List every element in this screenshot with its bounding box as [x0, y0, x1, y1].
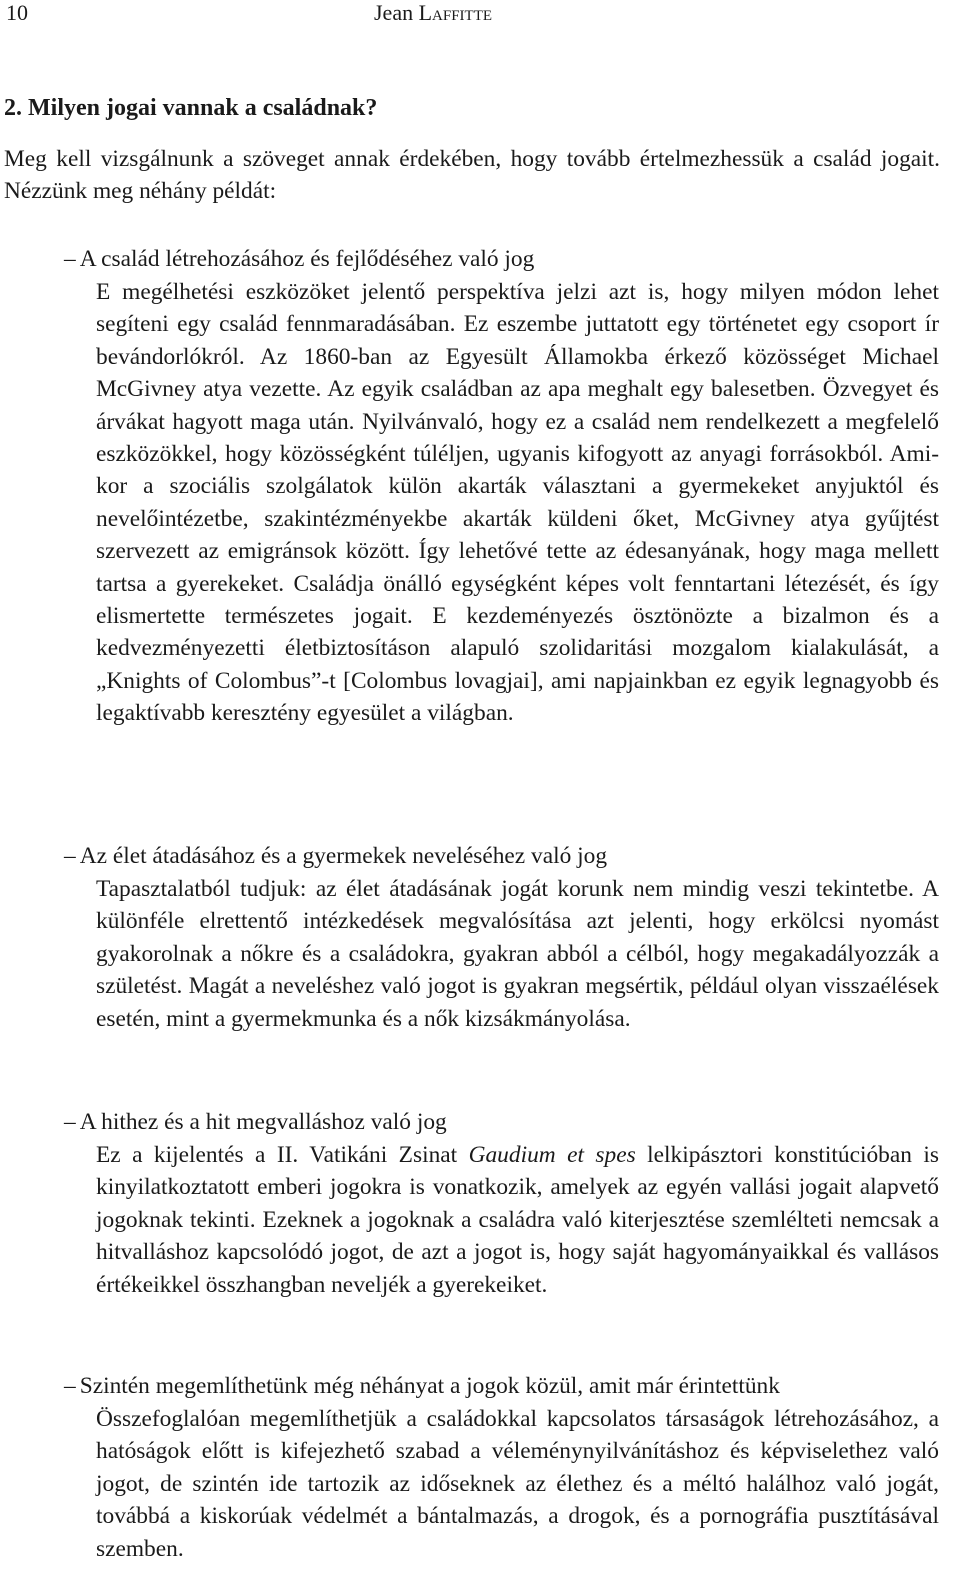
- intro-paragraph: Meg kell vizsgálnunk a szöveget annak érdekében, hogy tovább értelmezhessük a család jogait. Nézzünk meg néhány példát:: [4, 146, 940, 205]
- list-item-title: [64, 243, 534, 275]
- author-last-name: Laffitte: [418, 0, 493, 25]
- list-item-title-text: A hithez és a hit megvalláshoz való jog: [79, 1109, 447, 1135]
- page-number: 10: [6, 0, 28, 25]
- list-item-body: Tapasztalatból tudjuk: az élet átadásának jogát korunk nem mindig veszi tekintetbe. A különféle elrettentő intézkedések megvalósítása azt jelenti, hogy erkölcsi nyomást gyakorolnak a nőkre és a családokra, gyakran abból a célból, hogy megakadályozzák a születést. Magát a neveléshez való jogot is gyakran megsértik, például olyan visszaélések esetén, mint a gyermekmunka és a nők kizsákmányolása.: [96, 876, 939, 1032]
- page-header: [0, 0, 960, 30]
- body-text: Ez a kijelentés a II. Vatikáni Zsinat: [96, 1142, 469, 1168]
- list-item-body: Összefoglalóan megemlíthetjük a családokkal kapcsolatos társaságok létrehozásához, a hatóságok előtt is kifejezhető szabad a véleménynyilvánításhoz és képviselethez való jogot, de szintén ide tartozik az időseknek az élethez és a méltó halálhoz való jogát, továbbá a kiskorúak védelmét a bántalmazás, a drogok, és a pornográfia pusztításával szemben.: [96, 1406, 939, 1562]
- list-item-title-text: A család létrehozásához és fejlődéséhez való jog: [79, 246, 535, 272]
- dash-bullet: –: [64, 246, 76, 272]
- list-item-title: [64, 840, 607, 872]
- list-item-title-text: Az élet átadásához és a gyermekek neveléséhez való jog: [79, 843, 608, 869]
- list-item-title: [64, 1106, 447, 1138]
- dash-bullet: –: [64, 1373, 76, 1399]
- section-heading: 2. Milyen jogai vannak a családnak?: [4, 95, 378, 121]
- dash-bullet: –: [64, 843, 76, 869]
- list-item-body: E megélhetési eszközöket jelentő perspektíva jelzi azt is, hogy milyen módon lehet segíteni egy család fennmaradásában. Ez eszembe juttatott egy történetet egy csoport ír bevándorlókról. Az 1860-ban az Egyesült Államokba érkező közösséget Michael McGivney atya vezette. Az egyik családban az apa meghalt egy balesetben. Özvegyet és árvákat hagyott maga után. Nyilvánvaló, hogy ez a család nem rendelkezett a megfelelő eszközökkel, hogy közösségként túléljen, ugyanis kifogyott az anyagi forrásokból. Amikor a szociális szolgálatok külön akarták választani a gyermekeket anyjuktól és nevelőintézetbe, szakintézményekbe akarták küldeni őket, McGivney atya gyűjtést szervezett az emigránsok között. Így lehetővé tette az édesanyának, hogy maga mellett tartsa a gyerekeket. Családja önálló egységként képes volt fenntartani létezését, és így elismertette természetes jogait. E kezdeményezés ösztönözte a bizalmon és a kedvezményezetti életbiztosításon alapuló szolidaritási mozgalom kialakulását, a „Knights of Colombus”-t [Colombus lovagjai], ami napjainkban ez egyik legnagyobb és legaktívabb keresztény egyesület a világban.: [96, 279, 939, 727]
- dash-bullet: –: [64, 1109, 76, 1135]
- list-item-title-text: Szintén megemlíthetünk még néhányat a jogok közül, amit már érintettünk: [79, 1373, 780, 1399]
- document-title-italic: Gaudium et spes: [468, 1142, 636, 1168]
- list-item-title: [64, 1370, 780, 1402]
- author-first-name: Jean: [374, 0, 414, 25]
- body-text: lelkipásztori konstitúcióban is kinyilatkoztatott emberi jogokra is vonatkozik, amelyek az egyén vallási jogait alapvető jogoknak tekinti. Ezeknek a jogoknak a családra való kiterjesztése szemlélteti nemcsak a hitvalláshoz kapcsolódó jogot, de azt a jogot is, hogy saját hagyományaikkal és vallásos értékeikkel összhangban neveljék a gyerekeiket.: [96, 1142, 939, 1298]
- running-head: [374, 0, 492, 26]
- list-item-body: [96, 1139, 939, 1301]
